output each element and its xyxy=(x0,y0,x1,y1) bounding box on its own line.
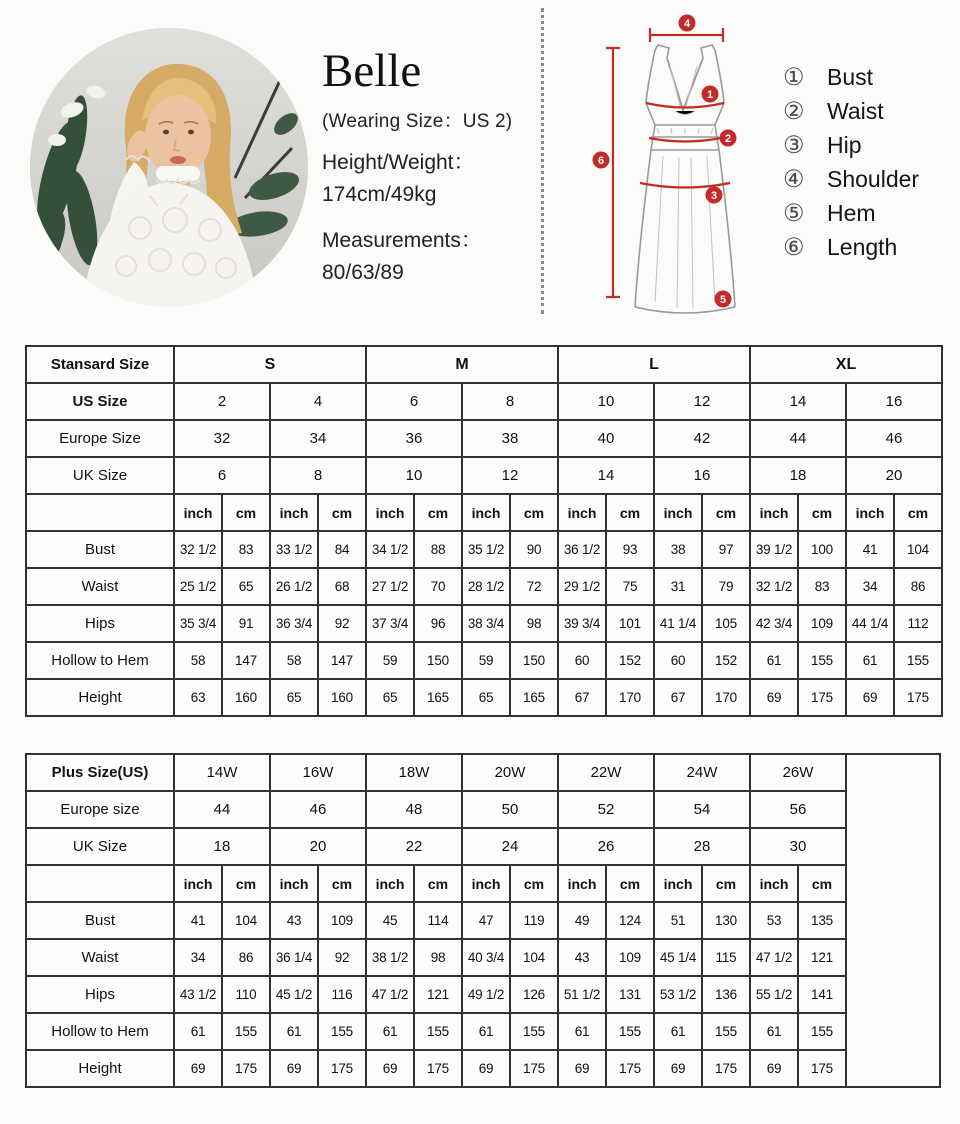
measure-cell: 58 xyxy=(174,642,222,679)
row-label: UK Size xyxy=(26,457,174,494)
measure-cell: 70 xyxy=(414,568,462,605)
size-cell: 52 xyxy=(558,791,654,828)
size-cell: 24 xyxy=(462,828,558,865)
size-cell: 14 xyxy=(750,383,846,420)
size-cell: 18 xyxy=(750,457,846,494)
measurements-label: Measurements： xyxy=(322,229,482,252)
measure-cell: 91 xyxy=(222,605,270,642)
size-cell: 32 xyxy=(174,420,270,457)
size-group-header: 22W xyxy=(558,754,654,791)
measure-cell: 121 xyxy=(414,976,462,1013)
size-cell: 34 xyxy=(270,420,366,457)
measure-cell: 84 xyxy=(318,531,366,568)
size-cell: 48 xyxy=(366,791,462,828)
size-cell: 38 xyxy=(462,420,558,457)
size-cell: 14 xyxy=(558,457,654,494)
size-group-header: 24W xyxy=(654,754,750,791)
height-weight-value: 174cm/49kg xyxy=(322,183,437,206)
marker-hem: 5 xyxy=(719,294,727,306)
measure-cell: 60 xyxy=(654,642,702,679)
measure-cell: 67 xyxy=(654,679,702,716)
row-label: Hips xyxy=(26,976,174,1013)
measure-cell: 110 xyxy=(222,976,270,1013)
empty-cell xyxy=(846,754,940,1087)
size-cell: 8 xyxy=(462,383,558,420)
size-group-header: XL xyxy=(750,346,942,383)
unit-header: cm xyxy=(222,494,270,531)
measure-cell: 104 xyxy=(510,939,558,976)
measure-cell: 45 1/4 xyxy=(654,939,702,976)
measure-cell: 69 xyxy=(750,1050,798,1087)
measure-cell: 75 xyxy=(606,568,654,605)
measure-cell: 86 xyxy=(222,939,270,976)
row-label: UK Size xyxy=(26,828,174,865)
measure-cell: 63 xyxy=(174,679,222,716)
legend-label: Hem xyxy=(827,200,876,226)
row-label: Europe size xyxy=(26,791,174,828)
measure-cell: 43 xyxy=(270,902,318,939)
measure-cell: 79 xyxy=(702,568,750,605)
size-cell: 6 xyxy=(174,457,270,494)
row-label: Waist xyxy=(26,939,174,976)
measure-cell: 135 xyxy=(798,902,846,939)
unit-header: cm xyxy=(702,865,750,902)
unit-header: inch xyxy=(174,494,222,531)
measure-cell: 131 xyxy=(606,976,654,1013)
measure-cell: 147 xyxy=(318,642,366,679)
measure-cell: 83 xyxy=(798,568,846,605)
measure-cell: 31 xyxy=(654,568,702,605)
size-group-header: L xyxy=(558,346,750,383)
measure-cell: 59 xyxy=(462,642,510,679)
measure-cell: 112 xyxy=(894,605,942,642)
measure-cell: 61 xyxy=(462,1013,510,1050)
measure-cell: 175 xyxy=(894,679,942,716)
measure-cell: 170 xyxy=(606,679,654,716)
measure-cell: 165 xyxy=(414,679,462,716)
measure-cell: 59 xyxy=(366,642,414,679)
measure-cell: 53 xyxy=(750,902,798,939)
plus-size-table-wrap xyxy=(25,753,941,1088)
size-cell: 54 xyxy=(654,791,750,828)
unit-header: inch xyxy=(270,865,318,902)
measure-cell: 41 1/4 xyxy=(654,605,702,642)
legend-item xyxy=(783,134,919,157)
measure-cell: 152 xyxy=(702,642,750,679)
legend-circled-number: ⑥ xyxy=(783,234,805,261)
size-cell: 36 xyxy=(366,420,462,457)
measure-cell: 40 3/4 xyxy=(462,939,510,976)
row-label: Hollow to Hem xyxy=(26,642,174,679)
measure-cell: 165 xyxy=(510,679,558,716)
unit-header: inch xyxy=(558,494,606,531)
measure-cell: 45 1/2 xyxy=(270,976,318,1013)
measure-cell: 34 xyxy=(174,939,222,976)
unit-header: inch xyxy=(462,494,510,531)
measure-cell: 90 xyxy=(510,531,558,568)
measure-cell: 38 xyxy=(654,531,702,568)
measure-cell: 41 xyxy=(846,531,894,568)
measure-cell: 39 3/4 xyxy=(558,605,606,642)
measure-cell: 155 xyxy=(222,1013,270,1050)
measure-cell: 72 xyxy=(510,568,558,605)
measure-cell: 98 xyxy=(510,605,558,642)
unit-header: cm xyxy=(222,865,270,902)
size-group-header: M xyxy=(366,346,558,383)
height-weight-label: Height/Weight： xyxy=(322,151,475,174)
measure-cell: 43 xyxy=(558,939,606,976)
measure-cell: 86 xyxy=(894,568,942,605)
model-photo-illustration xyxy=(30,28,308,306)
measure-cell: 38 1/2 xyxy=(366,939,414,976)
measure-cell: 155 xyxy=(414,1013,462,1050)
measure-cell: 35 3/4 xyxy=(174,605,222,642)
legend-circled-number: ① xyxy=(783,64,805,91)
row-label: Waist xyxy=(26,568,174,605)
measure-cell: 136 xyxy=(702,976,750,1013)
size-cell: 46 xyxy=(846,420,942,457)
measure-cell: 32 1/2 xyxy=(750,568,798,605)
legend-label: Bust xyxy=(827,64,874,90)
measure-cell: 155 xyxy=(606,1013,654,1050)
row-label: Bust xyxy=(26,531,174,568)
measure-cell: 101 xyxy=(606,605,654,642)
size-cell: 10 xyxy=(366,457,462,494)
unit-header: cm xyxy=(798,865,846,902)
measure-cell: 69 xyxy=(174,1050,222,1087)
unit-header: cm xyxy=(510,865,558,902)
measure-cell: 83 xyxy=(222,531,270,568)
measure-cell: 175 xyxy=(222,1050,270,1087)
measure-cell: 61 xyxy=(846,642,894,679)
unit-header: inch xyxy=(558,865,606,902)
marker-shoulder: 4 xyxy=(683,18,691,30)
unit-header: cm xyxy=(606,494,654,531)
measure-cell: 65 xyxy=(222,568,270,605)
measure-cell: 43 1/2 xyxy=(174,976,222,1013)
marker-waist: 2 xyxy=(724,133,732,145)
unit-header: cm xyxy=(894,494,942,531)
unit-header: inch xyxy=(366,865,414,902)
size-group-header: S xyxy=(174,346,366,383)
size-cell: 26 xyxy=(558,828,654,865)
measure-cell: 155 xyxy=(894,642,942,679)
size-cell: 50 xyxy=(462,791,558,828)
measure-cell: 155 xyxy=(510,1013,558,1050)
measure-cell: 147 xyxy=(222,642,270,679)
measure-cell: 175 xyxy=(798,1050,846,1087)
unit-header: inch xyxy=(654,494,702,531)
size-cell: 16 xyxy=(846,383,942,420)
legend-item xyxy=(783,66,919,89)
measure-cell: 155 xyxy=(798,1013,846,1050)
measure-cell: 34 1/2 xyxy=(366,531,414,568)
measure-cell: 69 xyxy=(750,679,798,716)
marker-length: 6 xyxy=(597,155,605,167)
measure-cell: 69 xyxy=(366,1050,414,1087)
measure-cell: 34 xyxy=(846,568,894,605)
measure-cell: 69 xyxy=(270,1050,318,1087)
measure-cell: 69 xyxy=(654,1050,702,1087)
measure-cell: 33 1/2 xyxy=(270,531,318,568)
units-row-label xyxy=(26,865,174,902)
row-label: Hips xyxy=(26,605,174,642)
unit-header: cm xyxy=(798,494,846,531)
measure-cell: 65 xyxy=(366,679,414,716)
measure-cell: 155 xyxy=(318,1013,366,1050)
measure-cell: 150 xyxy=(510,642,558,679)
measure-cell: 105 xyxy=(702,605,750,642)
size-cell: 12 xyxy=(462,457,558,494)
unit-header: inch xyxy=(750,865,798,902)
unit-header: inch xyxy=(846,494,894,531)
size-cell: 12 xyxy=(654,383,750,420)
size-cell: 4 xyxy=(270,383,366,420)
row-label: Height xyxy=(26,1050,174,1087)
measure-cell: 141 xyxy=(798,976,846,1013)
measure-cell: 96 xyxy=(414,605,462,642)
unit-header: cm xyxy=(702,494,750,531)
measure-cell: 109 xyxy=(318,902,366,939)
measure-cell: 32 1/2 xyxy=(174,531,222,568)
unit-header: cm xyxy=(318,494,366,531)
measure-cell: 124 xyxy=(606,902,654,939)
measure-cell: 35 1/2 xyxy=(462,531,510,568)
legend-label: Waist xyxy=(827,98,884,124)
measure-cell: 61 xyxy=(558,1013,606,1050)
measure-cell: 175 xyxy=(702,1050,750,1087)
size-cell: 16 xyxy=(654,457,750,494)
measure-cell: 61 xyxy=(270,1013,318,1050)
measure-cell: 55 1/2 xyxy=(750,976,798,1013)
legend-label: Hip xyxy=(827,132,862,158)
unit-header: inch xyxy=(366,494,414,531)
size-cell: 40 xyxy=(558,420,654,457)
row-label: Europe Size xyxy=(26,420,174,457)
measure-cell: 104 xyxy=(894,531,942,568)
measure-cell: 38 3/4 xyxy=(462,605,510,642)
size-cell: 6 xyxy=(366,383,462,420)
measure-cell: 65 xyxy=(462,679,510,716)
measure-cell: 104 xyxy=(222,902,270,939)
measure-cell: 36 3/4 xyxy=(270,605,318,642)
size-cell: 2 xyxy=(174,383,270,420)
measure-cell: 119 xyxy=(510,902,558,939)
measure-cell: 69 xyxy=(462,1050,510,1087)
measure-cell: 130 xyxy=(702,902,750,939)
unit-header: inch xyxy=(270,494,318,531)
standard-size-table-wrap xyxy=(25,345,943,717)
measure-cell: 44 1/4 xyxy=(846,605,894,642)
measure-cell: 61 xyxy=(366,1013,414,1050)
size-cell: 44 xyxy=(174,791,270,828)
measure-cell: 88 xyxy=(414,531,462,568)
unit-header: cm xyxy=(318,865,366,902)
size-group-header: 16W xyxy=(270,754,366,791)
marker-bust: 1 xyxy=(706,89,714,101)
measure-cell: 42 3/4 xyxy=(750,605,798,642)
size-cell: 42 xyxy=(654,420,750,457)
legend-circled-number: ⑤ xyxy=(783,200,805,227)
measure-cell: 61 xyxy=(654,1013,702,1050)
wearing-size-text: (Wearing Size：US 2) xyxy=(322,111,513,132)
size-diagram xyxy=(585,6,775,323)
measure-cell: 69 xyxy=(846,679,894,716)
measure-cell: 155 xyxy=(702,1013,750,1050)
measure-cell: 175 xyxy=(798,679,846,716)
unit-header: cm xyxy=(414,494,462,531)
dotted-divider xyxy=(541,8,544,314)
measure-cell: 97 xyxy=(702,531,750,568)
measurements-value: 80/63/89 xyxy=(322,261,404,284)
measure-cell: 121 xyxy=(798,939,846,976)
measure-cell: 65 xyxy=(270,679,318,716)
measure-cell: 175 xyxy=(510,1050,558,1087)
measure-cell: 41 xyxy=(174,902,222,939)
measure-cell: 28 1/2 xyxy=(462,568,510,605)
size-cell: 8 xyxy=(270,457,366,494)
units-row-label xyxy=(26,494,174,531)
unit-header: cm xyxy=(510,494,558,531)
size-group-header: 20W xyxy=(462,754,558,791)
measure-cell: 92 xyxy=(318,939,366,976)
size-cell: 10 xyxy=(558,383,654,420)
size-cell: 56 xyxy=(750,791,846,828)
table-title: Plus Size(US) xyxy=(26,754,174,791)
measure-cell: 67 xyxy=(558,679,606,716)
row-label: Height xyxy=(26,679,174,716)
measure-cell: 155 xyxy=(798,642,846,679)
measure-cell: 29 1/2 xyxy=(558,568,606,605)
unit-header: inch xyxy=(174,865,222,902)
unit-header: cm xyxy=(414,865,462,902)
measure-cell: 36 1/4 xyxy=(270,939,318,976)
row-label: Hollow to Hem xyxy=(26,1013,174,1050)
legend-label: Shoulder xyxy=(827,166,920,192)
legend-circled-number: ② xyxy=(783,98,805,125)
measure-cell: 116 xyxy=(318,976,366,1013)
measure-cell: 175 xyxy=(414,1050,462,1087)
size-cell: 44 xyxy=(750,420,846,457)
measure-cell: 58 xyxy=(270,642,318,679)
measure-cell: 39 1/2 xyxy=(750,531,798,568)
unit-header: cm xyxy=(606,865,654,902)
legend-circled-number: ③ xyxy=(783,132,805,159)
measure-cell: 175 xyxy=(606,1050,654,1087)
measure-cell: 26 1/2 xyxy=(270,568,318,605)
measure-cell: 126 xyxy=(510,976,558,1013)
measure-cell: 150 xyxy=(414,642,462,679)
measure-cell: 53 1/2 xyxy=(654,976,702,1013)
size-group-header: 18W xyxy=(366,754,462,791)
measure-cell: 49 xyxy=(558,902,606,939)
measure-cell: 109 xyxy=(798,605,846,642)
table-title: Stansard Size xyxy=(26,346,174,383)
measure-cell: 100 xyxy=(798,531,846,568)
legend-circled-number: ④ xyxy=(783,166,805,193)
measure-cell: 115 xyxy=(702,939,750,976)
size-cell: 22 xyxy=(366,828,462,865)
size-cell: 20 xyxy=(846,457,942,494)
measure-cell: 47 1/2 xyxy=(366,976,414,1013)
legend-item xyxy=(783,168,919,191)
measure-cell: 60 xyxy=(558,642,606,679)
model-photo xyxy=(30,28,308,306)
measure-cell: 68 xyxy=(318,568,366,605)
measure-cell: 51 xyxy=(654,902,702,939)
measure-cell: 69 xyxy=(558,1050,606,1087)
marker-hip: 3 xyxy=(710,190,718,202)
measure-cell: 93 xyxy=(606,531,654,568)
measure-cell: 25 1/2 xyxy=(174,568,222,605)
measure-cell: 51 1/2 xyxy=(558,976,606,1013)
legend-label: Length xyxy=(827,234,898,260)
measure-cell: 61 xyxy=(750,642,798,679)
unit-header: inch xyxy=(654,865,702,902)
legend-item xyxy=(783,236,919,259)
size-cell: 28 xyxy=(654,828,750,865)
size-cell: 18 xyxy=(174,828,270,865)
measure-cell: 61 xyxy=(174,1013,222,1050)
measure-cell: 160 xyxy=(318,679,366,716)
unit-header: inch xyxy=(462,865,510,902)
row-label: US Size xyxy=(26,383,174,420)
measure-cell: 109 xyxy=(606,939,654,976)
product-name: Belle xyxy=(322,45,422,97)
measure-cell: 37 3/4 xyxy=(366,605,414,642)
row-label: Bust xyxy=(26,902,174,939)
unit-header: inch xyxy=(750,494,798,531)
size-cell: 46 xyxy=(270,791,366,828)
legend-item xyxy=(783,100,919,123)
measure-cell: 47 1/2 xyxy=(750,939,798,976)
plus-size-table xyxy=(25,753,941,1088)
legend-item xyxy=(783,202,919,225)
measure-cell: 98 xyxy=(414,939,462,976)
measure-cell: 49 1/2 xyxy=(462,976,510,1013)
size-group-header: 26W xyxy=(750,754,846,791)
measure-cell: 36 1/2 xyxy=(558,531,606,568)
measure-cell: 92 xyxy=(318,605,366,642)
measure-cell: 61 xyxy=(750,1013,798,1050)
size-cell: 20 xyxy=(270,828,366,865)
measure-cell: 160 xyxy=(222,679,270,716)
measure-cell: 152 xyxy=(606,642,654,679)
measure-cell: 175 xyxy=(318,1050,366,1087)
measure-cell: 114 xyxy=(414,902,462,939)
size-group-header: 14W xyxy=(174,754,270,791)
measure-cell: 47 xyxy=(462,902,510,939)
measure-cell: 170 xyxy=(702,679,750,716)
standard-size-table xyxy=(25,345,943,717)
measurement-legend xyxy=(783,66,919,259)
size-cell: 30 xyxy=(750,828,846,865)
measure-cell: 27 1/2 xyxy=(366,568,414,605)
measure-cell: 45 xyxy=(366,902,414,939)
